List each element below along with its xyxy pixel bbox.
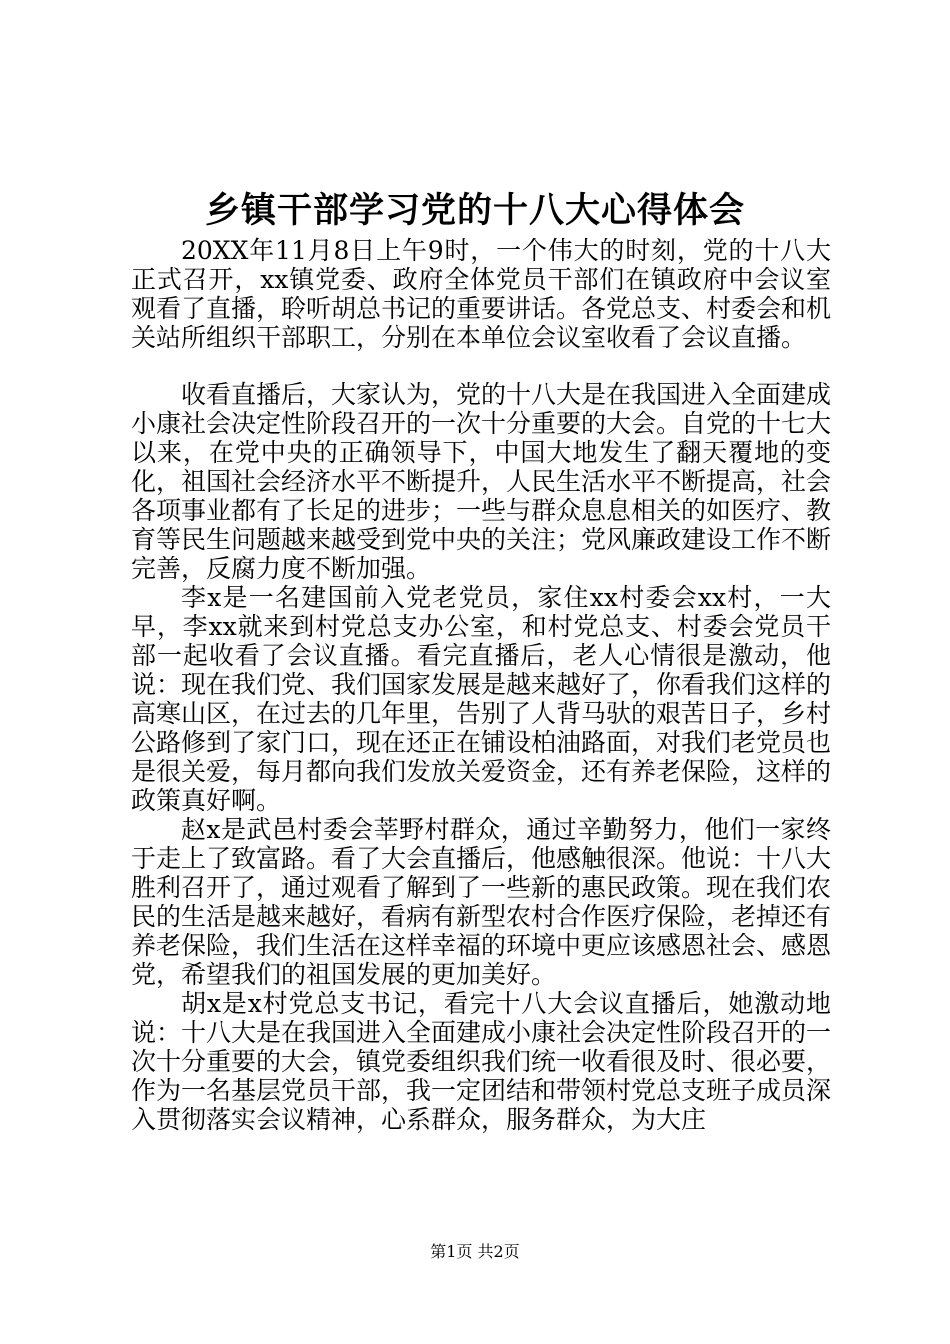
paragraph: 20XX年11月8日上午9时，一个伟大的时刻，党的十八大正式召开，xx镇党委、政府全体党员干部们在镇政府中会议室观看了直播，聆听胡总书记的重要讲话。各党总支、村委会和机关站所组织干部职工，分别在本单位会议室收看了会议直播。 bbox=[131, 236, 832, 352]
paragraph: 李x是一名建国前入党老党员，家住xx村委会xx村，一大早，李xx就来到村党总支办公室，和村党总支、村委会党员干部一起收看了会议直播。看完直播后，老人心情很是激动，他说：现在我们党、我们国家发展是越来越好了，你看我们这样的高寒山区，在过去的几年里，告别了人背马驮的艰苦日子，乡村公路修到了家门口，现在还正在铺设柏油路面，对我们老党员也是很关爱，每月都向我们发放关爱资金，还有养老保险，这样的政策真好啊。 bbox=[131, 583, 832, 815]
document-title: 乡镇干部学习党的十八大心得体会 bbox=[204, 190, 745, 231]
document-body bbox=[131, 236, 831, 1134]
page-number-footer: 第1页 共2页 bbox=[430, 1242, 520, 1261]
paragraph: 赵x是武邑村委会莘野村群众，通过辛勤努力，他们一家终于走上了致富路。看了大会直播后，他感触很深。他说：十八大胜利召开了，通过观看了解到了一些新的惠民政策。现在我们农民的生活是越来越好，看病有新型农村合作医疗保险，老掉还有养老保险，我们生活在这样幸福的环境中更应该感恩社会、感恩党，希望我们的祖国发展的更加美好。 bbox=[131, 815, 832, 989]
paragraph: 胡x是x村党总支书记，看完十八大会议直播后，她激动地说：十八大是在我国进入全面建成小康社会决定性阶段召开的一次十分重要的大会，镇党委组织我们统一收看很及时、很必要，作为一名基层党员干部，我一定团结和带领村党总支班子成员深入贯彻落实会议精神，心系群众，服务群众，为大庄 bbox=[131, 989, 832, 1134]
paragraph: 收看直播后，大家认为，党的十八大是在我国进入全面建成小康社会决定性阶段召开的一次十分重要的大会。自党的十七大以来，在党中央的正确领导下，中国大地发生了翻天覆地的变化，祖国社会经济水平不断提升，人民生活水平不断提高，社会各项事业都有了长足的进步；一些与群众息息相关的如医疗、教育等民生问题越来越受到党中央的关注；党风廉政建设工作不断完善，反腐力度不断加强。 bbox=[131, 380, 832, 583]
